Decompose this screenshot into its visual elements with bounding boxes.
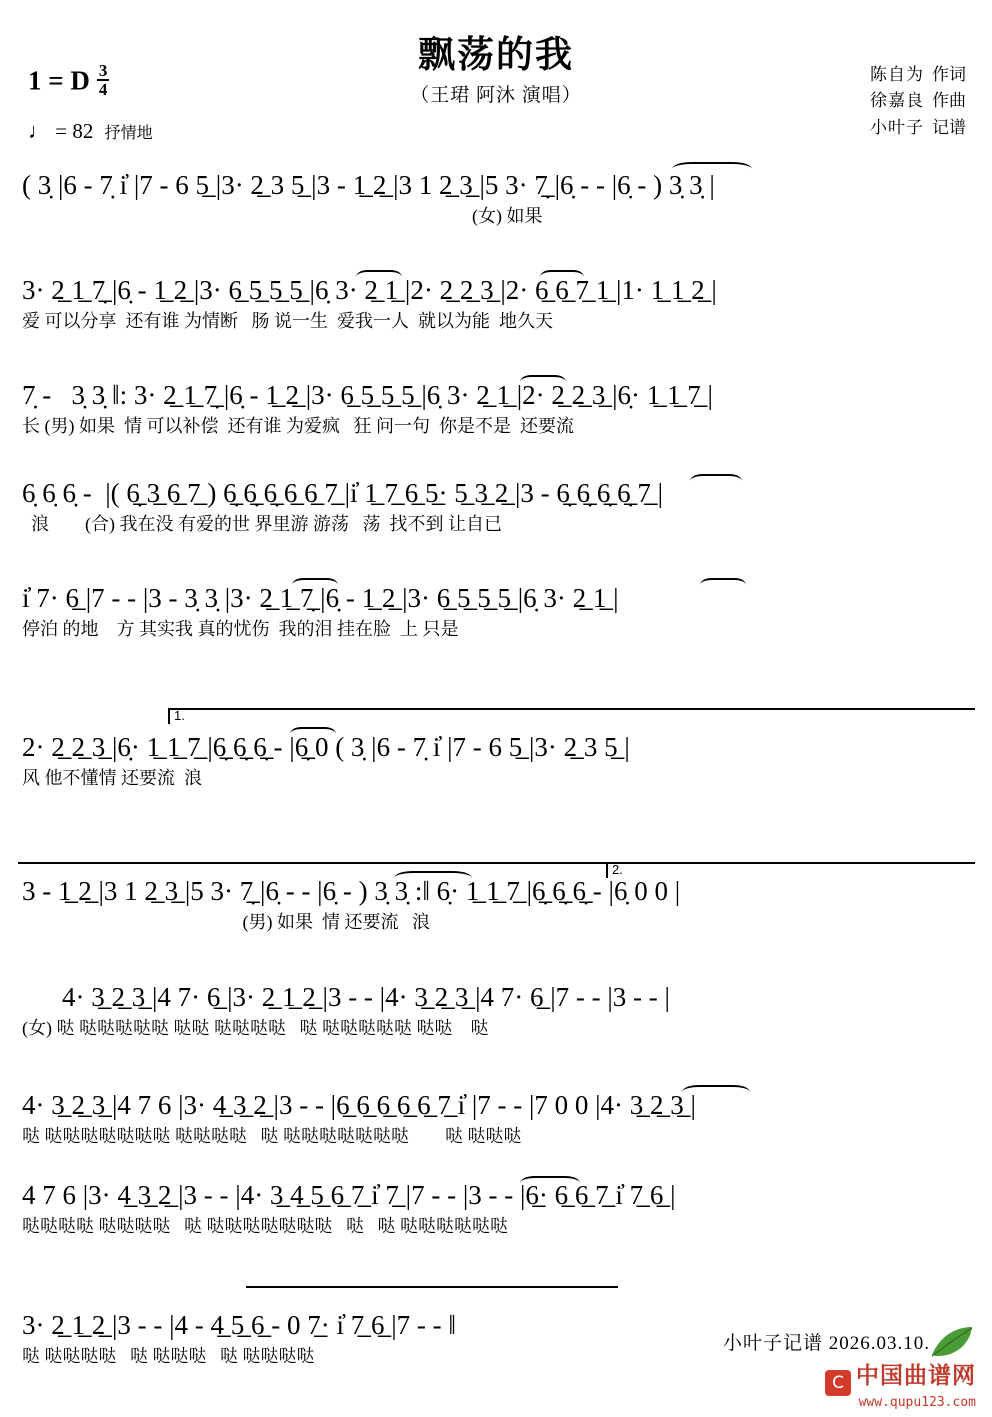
music-system-8	[22, 982, 992, 1040]
lyric-row: 哒 哒哒哒哒 哒 哒哒哒 哒 哒哒哒哒	[22, 1346, 315, 1367]
credit-name: 小叶子	[870, 117, 924, 137]
lyric-row: 浪 (合) 我在没 有爱的世 界里游 游荡 荡 找不到 让自已	[22, 514, 502, 535]
credit-role: 作词	[932, 65, 966, 84]
credit-row	[870, 88, 966, 114]
notation-row: 4 7 6 |3· 4̲ 3̲ 2̲ |3 - - |4· 3̲ 4̲ 5̲ 6̲ 7̲ i̓ 7̲ |7 - - |3 - - |6̲· 6̲ 6̲ 7̲ i̓ 7̲ 6̲ |	[22, 1180, 676, 1210]
slur-mark	[690, 474, 742, 488]
credit-role: 记谱	[932, 117, 966, 137]
lyric-row: (女) 哒 哒哒哒哒哒 哒哒 哒哒哒哒 哒 哒哒哒哒哒 哒哒 哒	[22, 1018, 489, 1039]
music-system-1	[22, 170, 974, 228]
site-url[interactable]: www.qupu123.com	[858, 1395, 976, 1411]
notation-row: 3 - 1̲ 2̲ |3 1 2̲ 3̲ |5 3· 7̲̣ |6̣ - - |6̣ - ) 3̣ 3̣ :‖ 6̣· 1̲ 1̲ 7̲ |6̲̣ 6̲̣ 6̲̣ - |6̣ 0 0 |	[22, 876, 681, 906]
key-label: 1 = D	[28, 65, 90, 96]
notation-row: 3· 2̲ 1̲ 7̲̣ |6̣ - 1̲ 2̲ |3· 6̲ 5̲ 5̲ 5̲ |6̣ 3· 2̲ 1̲ |2· 2̲ 2̲ 3̲ |2· 6̲ 6̲ 7̲ 1̲ |1· 1̲ 1̲ 2̲ |	[22, 275, 717, 305]
credit-row	[870, 62, 966, 88]
lyric-row: 风 他不懂情 还要流 浪	[22, 768, 202, 789]
credit-row	[870, 115, 966, 141]
expression-marking: 抒情地	[104, 125, 153, 142]
lyric-row: 长 (男) 如果 情 可以补偿 还有谁 为爱疯 狂 问一句 你是不是 还要流	[22, 416, 574, 437]
music-system-3	[22, 380, 974, 438]
music-system-9	[22, 1090, 974, 1148]
slur-mark	[394, 871, 472, 885]
site-logo-badge: C	[825, 1370, 851, 1396]
music-system-5	[22, 583, 974, 641]
meter-denominator: 4	[98, 80, 108, 100]
notation-row: 3· 2̲ 1̲ 2̲ |3 - - |4 - 4̲ 5̲ 6̲ - 0 7̲· i̓ 7̲ 6̲ |7 - - ‖	[22, 1310, 456, 1340]
key-signature	[28, 62, 109, 99]
credit-name: 陈自为	[870, 65, 924, 84]
slur-mark	[520, 1176, 580, 1190]
leaf-decoration-icon	[928, 1325, 974, 1359]
volta-bracket-1	[168, 708, 975, 724]
time-signature	[97, 62, 110, 99]
slur-mark	[520, 375, 566, 389]
singer-credit: （王珺 阿沐 演唱）	[410, 85, 582, 106]
slur-mark	[672, 162, 752, 176]
tempo-value: = 82	[55, 119, 94, 143]
notation-row: 6̣ 6̣ 6̣ - |( 6̲̣ 3̲ 6̲ 7̲ ) 6̲̣ 6̲̣ 6̲̣ 6̲ 6̲ 7̲ |i̓ 1̲ 7̲ 6̲ 5̲· 5̲ 3̲ 2̲ |3 - 6̲̣ 6̲̣ 6̲̣ 6̲̣ 7̲ |	[22, 478, 664, 508]
slur-mark	[356, 270, 402, 284]
volta-tail	[18, 862, 608, 864]
credits-block	[870, 62, 966, 141]
slur-mark	[292, 578, 338, 592]
credit-role: 作曲	[932, 91, 966, 111]
slur-mark	[540, 270, 584, 284]
notation-row: 4· 3̲ 2̲ 3̲ |4 7 6 |3· 4̲ 3̲ 2̲ |3 - - |6̲ 6̲ 6̲ 6̲ 6̲ 7̲ i̓ |7 - - |7 0 0 |4· 3̲ 2̲ 3̲ |	[22, 1090, 696, 1120]
quarter-note-icon: ♩	[28, 118, 50, 143]
notation-row: ( 3̣ |6 - 7̣ i̓ |7 - 6 5̲ |3· 2̲ 3 5̲ |3 - 1̲ 2̲ |3 1 2̲ 3̲ |5 3· 7̲̣ |6̣ - - |6̣ - ) 3̣ 3̣ |	[22, 170, 715, 200]
notation-row: i̓ 7· 6̲ |7 - - |3 - 3̣ 3̣ |3· 2̲ 1̲ 7̲̣ |6̣ - 1̲ 2̲ |3· 6̲ 5̲ 5̲ 5̲ |6̣ 3· 2̲ 1̲ |	[22, 583, 619, 613]
lyric-row: 爱 可以分享 还有谁 为情断 肠 说一生 爱我一人 就以为能 地久天	[22, 311, 553, 332]
credit-name: 徐嘉良	[870, 91, 924, 111]
slur-mark	[290, 727, 336, 741]
tempo-marking	[28, 118, 153, 144]
site-name: 中国曲谱网	[856, 1363, 976, 1389]
page-title: 飘荡的我	[418, 33, 574, 76]
site-watermark[interactable]	[825, 1363, 976, 1411]
volta-number: 1.	[174, 708, 185, 723]
lyric-row: (男) 如果 情 还要流 浪	[22, 912, 430, 933]
lyric-row: 哒 哒哒哒哒哒哒哒 哒哒哒哒 哒 哒哒哒哒哒哒哒 哒 哒哒哒	[22, 1126, 522, 1147]
notation-row: 2· 2̲ 2̲ 3̲ |6̣· 1̲ 1̲ 7̲ |6̲̣ 6̲̣ 6̲̣ - |6̲̣ 0 ( 3̣ |6 - 7̣ i̓ |7 - 6 5̲ |3· 2̲ 3 5̲ |	[22, 732, 630, 762]
notation-row: 4· 3̲ 2̲ 3̲ |4 7· 6̲ |3· 2̲ 1̲ 2̲ |3 - - |4· 3̲ 2̲ 3̲ |4 7· 6̲ |7 - - |3 - - |	[62, 982, 670, 1012]
music-system-7	[22, 876, 974, 934]
phrase-bracket	[246, 1286, 618, 1298]
music-system-10	[22, 1180, 974, 1238]
music-system-6	[22, 732, 974, 790]
lyric-row: (女) 如果	[22, 206, 543, 227]
meter-numerator: 3	[98, 61, 108, 80]
notation-row: 7̣ - 3̣ 3̣ ‖: 3· 2̲ 1̲ 7̲̣ |6̣ - 1̲ 2̲ |3· 6̲ 5̲ 5̲ 5̲ |6̣ 3· 2̲ 1̲ |2· 2̲ 2̲ 3̲ |6̣· 1̲ 1̲ 7̲ |	[22, 380, 713, 410]
lyric-row: 哒哒哒哒 哒哒哒哒 哒 哒哒哒哒哒哒哒 哒 哒 哒哒哒哒哒哒	[22, 1216, 508, 1237]
music-system-4	[22, 478, 974, 536]
music-system-2	[22, 275, 974, 333]
lyric-row: 停泊 的地 方 其实我 真的忧伤 我的泪 挂在脸 上 只是	[22, 619, 459, 640]
slur-mark	[700, 578, 746, 592]
volta-number: 2.	[612, 862, 623, 877]
slur-mark	[682, 1085, 750, 1099]
transcriber-note: 小叶子记谱 2026.03.10.	[722, 1333, 930, 1354]
